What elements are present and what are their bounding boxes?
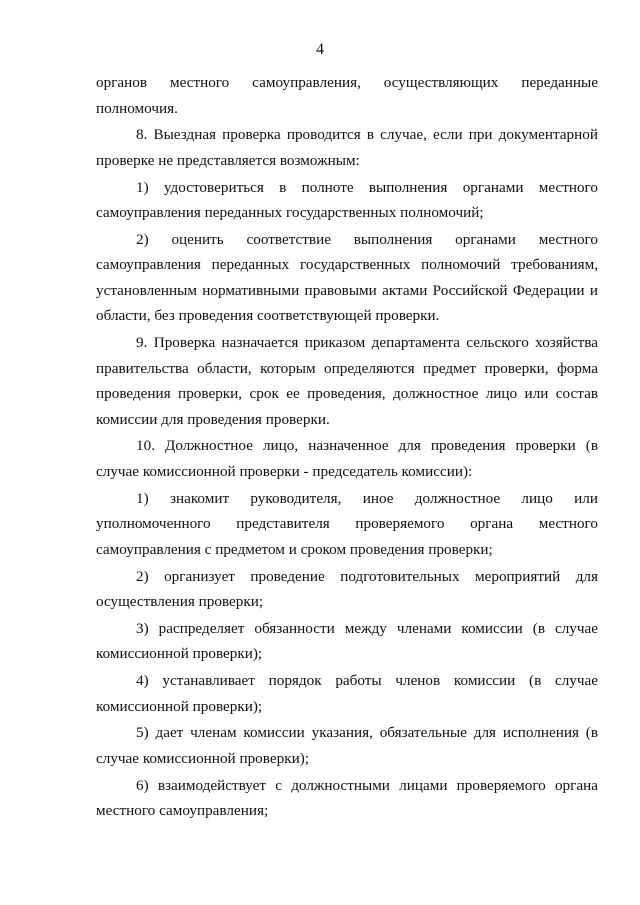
- paragraph-10-item-1: 1) знакомит руководителя, иное должностное лицо или уполномоченного представителя проверяемого органа местного самоуправления с предметом и сроком проведения проверки;: [96, 489, 598, 558]
- paragraph-10: 10. Должностное лицо, назначенное для проведения проверки (в случае комиссионной проверки - председатель комиссии):: [96, 437, 598, 480]
- paragraph-10-item-6: 6) взаимодействует с должностными лицами проверяемого органа местного самоуправления;: [96, 776, 598, 820]
- paragraph-continuation: органов местного самоуправления, осуществляющих переданные полномочия.: [96, 74, 598, 117]
- document-body: [96, 70, 598, 825]
- paragraph-10-item-5: 5) дает членам комиссии указания, обязательные для исполнения (в случае комиссионной проверки);: [96, 724, 598, 767]
- page-number: 4: [316, 41, 324, 58]
- paragraph-10-item-2: 2) организует проведение подготовительных мероприятий для осуществления проверки;: [96, 567, 598, 611]
- paragraph-9: 9. Проверка назначается приказом департамента сельского хозяйства правительства области, которым определяются предмет проверки, форма проведения проверки, срок ее проведения, должностное лицо или состав комиссии для проведения проверки.: [96, 334, 598, 428]
- paragraph-8-item-2: 2) оценить соответствие выполнения органами местного самоуправления переданных государственных полномочий требованиям, установленным нормативными правовыми актами Российской Федерации и области, без проведения соответствующей проверки.: [96, 230, 598, 325]
- paragraph-10-item-4: 4) устанавливает порядок работы членов комиссии (в случае комиссионной проверки);: [96, 672, 598, 715]
- paragraph-8: 8. Выездная проверка проводится в случае, если при документарной проверке не представляется возможным:: [96, 126, 598, 169]
- paragraph-10-item-3: 3) распределяет обязанности между членами комиссии (в случае комиссионной проверки);: [96, 619, 598, 663]
- paragraph-8-item-1: 1) удостовериться в полноте выполнения органами местного самоуправления переданных государственных полномочий;: [96, 178, 598, 222]
